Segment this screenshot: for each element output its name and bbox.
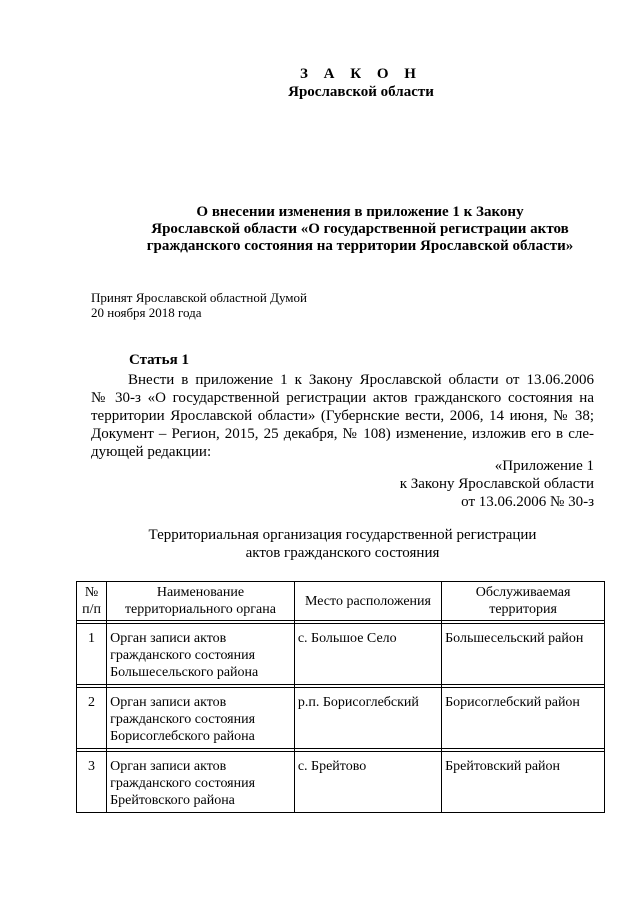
adoption-note (91, 290, 307, 320)
table-row (77, 752, 605, 813)
law-title (100, 204, 620, 255)
law-heading: З А К О Н (300, 66, 422, 82)
header-number-line: п/п (82, 602, 101, 617)
row-number: 2 (77, 688, 107, 749)
row-organ-line: гражданского состояния (110, 648, 256, 663)
row-location: р.п. Борисоглебский (294, 688, 441, 749)
table-title-line: Территориальная организация государственной регистрации (148, 527, 537, 543)
article-line: территории Ярославской области» (Губернские вести, 2006, 14 июня, № 38; (91, 408, 594, 424)
adoption-date: 20 ноября 2018 года (91, 305, 202, 320)
appendix-reference (300, 457, 594, 511)
table-title (91, 526, 594, 562)
row-organ-line: Орган записи актов (110, 695, 227, 710)
article-line: Документ – Регион, 2015, 25 декабря, № 108) изменение, изложив его в сле- (91, 426, 594, 442)
header-territory (442, 582, 605, 621)
table-title-line: актов гражданского состояния (245, 545, 440, 561)
header-territory-line: территория (489, 602, 557, 617)
header-number-line: № (84, 585, 99, 600)
header-organ (107, 582, 295, 621)
row-territory: Большесельский район (442, 624, 605, 685)
table-row (77, 688, 605, 749)
row-organ-line: Орган записи актов (110, 631, 227, 646)
header-number (77, 582, 107, 621)
law-title-line: Ярославской области «О государственной регистрации актов (151, 221, 569, 237)
row-organ-line: гражданского состояния (110, 712, 256, 727)
law-region: Ярославской области (288, 84, 434, 100)
row-location: с. Большое Село (294, 624, 441, 685)
header-location: Место расположения (294, 582, 441, 621)
adoption-body: Принят Ярославской областной Думой (91, 290, 307, 305)
appendix-line: «Приложение 1 (494, 458, 594, 474)
article-text (91, 371, 594, 461)
row-organ (107, 688, 295, 749)
row-organ-line: гражданского состояния (110, 776, 256, 791)
row-organ-line: Борисоглебского района (110, 729, 255, 744)
row-organ-line: Орган записи актов (110, 759, 227, 774)
header-organ-line: Наименование (156, 585, 245, 600)
law-title-line: О внесении изменения в приложение 1 к Закону (196, 204, 524, 220)
article-title: Статья 1 (129, 352, 189, 368)
row-number: 1 (77, 624, 107, 685)
row-organ-line: Большесельского района (110, 665, 259, 680)
law-title-line: гражданского состояния на территории Ярославской области» (146, 238, 574, 254)
row-number: 3 (77, 752, 107, 813)
appendix-line: от 13.06.2006 № 30-з (461, 494, 594, 510)
appendix-line: к Закону Ярославской области (399, 476, 594, 492)
row-organ (107, 752, 295, 813)
row-territory: Брейтовский район (442, 752, 605, 813)
article-line: дующей редакции: (91, 444, 212, 460)
row-territory: Борисоглебский район (442, 688, 605, 749)
registry-table (76, 581, 605, 813)
header-territory-line: Обслуживаемая (475, 585, 571, 600)
article-line: № 30-з «О государственной регистрации актов гражданского состояния на (91, 390, 594, 406)
row-organ-line: Брейтовского района (110, 793, 235, 808)
table-row (77, 624, 605, 685)
table-header-row (77, 582, 605, 621)
article-line: Внести в приложение 1 к Закону Ярославской области от 13.06.2006 (128, 372, 594, 388)
row-location: с. Брейтово (294, 752, 441, 813)
row-organ (107, 624, 295, 685)
header-organ-line: территориального органа (124, 602, 276, 617)
